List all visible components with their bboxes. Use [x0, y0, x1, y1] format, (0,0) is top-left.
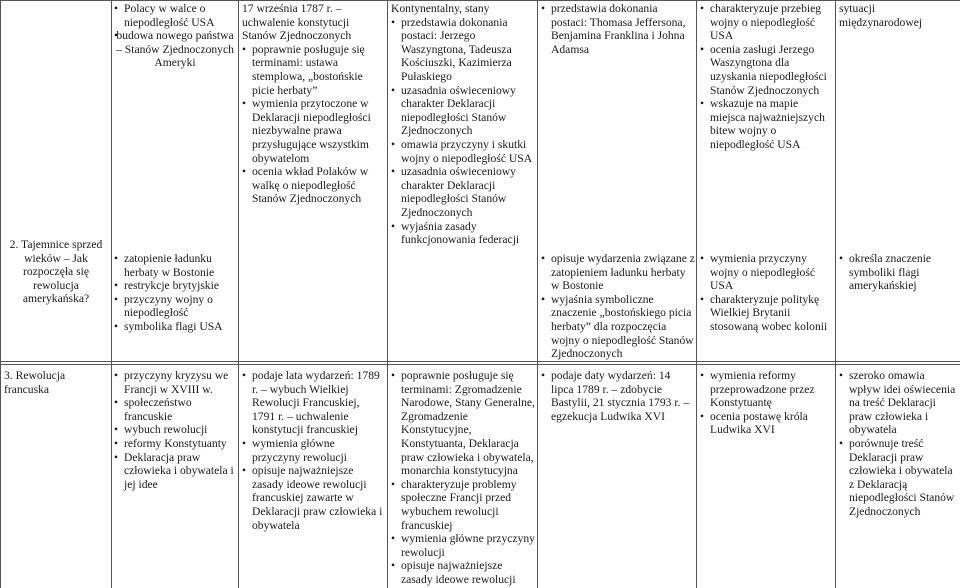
requirement-item: • wymienia główne przyczyny rewolucji — [391, 532, 535, 559]
requirement-item: • ocenia postawę króla Ludwika XVI — [700, 410, 834, 437]
requirement-item: • charakteryzuje politykę Wielkiej Brytanii stosowaną wobec kolonii — [700, 293, 834, 334]
lesson-title-3 — [4, 369, 109, 396]
requirement-item: • wymienia główne przyczyny rewolucji — [242, 437, 384, 464]
lesson-title-text: 2. Tajemnice sprzed wieków – Jak rozpoczęła się rewolucja amerykańska? — [9, 238, 103, 306]
requirement-intro: sytuacji międzynarodowej — [839, 2, 923, 29]
requirements-basic-3 — [242, 369, 384, 532]
table-rule-top — [0, 0, 960, 1]
topic-cell-3-content — [114, 369, 236, 491]
table-col-line-4 — [387, 0, 388, 588]
requirements-excellent-2-upper — [839, 2, 958, 29]
requirements-very-good-2-upper — [700, 2, 834, 152]
requirement-intro: 17 września 1787 r. – uchwalenie konstytucji Stanów Zjednoczonych — [242, 2, 352, 43]
requirement-item: • przedstawia dokonania postaci: Thomasa Jeffersona, Benjamina Franklina i Johna Adamsa — [541, 2, 695, 56]
requirements-very-good-3 — [700, 369, 834, 437]
content-item: • przyczyny wojny o niepodległość — [114, 293, 236, 320]
requirement-item: • opisuje najważniejsze zasady ideowe rewolucji — [391, 559, 535, 586]
requirements-very-good-2-lower — [700, 252, 834, 334]
requirement-item: • przedstawia dokonania postaci: Jerzego Waszyngtona, Tadeusza Kościuszki, Kazimierza Pułaskiego — [391, 16, 535, 84]
topic-cell-2-lower-content — [114, 252, 236, 334]
content-item: • Deklaracja praw człowieka i obywatela i jej idee — [114, 451, 236, 492]
content-item: • reformy Konstytuanty — [114, 437, 236, 451]
requirements-good-3 — [541, 369, 695, 423]
requirement-item: • charakteryzuje problemy społeczne Francji przed wybuchem rewolucji francuskiej — [391, 478, 535, 532]
requirements-adequate-2 — [391, 2, 535, 247]
requirement-item: • uzasadnia oświeceniowy charakter Deklaracji niepodległości Stanów Zjednoczonych — [391, 84, 535, 138]
requirement-item: • określa znaczenie symboliki flagi amerykańskiej — [839, 252, 958, 293]
table-col-line-5 — [537, 0, 538, 588]
requirements-good-2-lower — [541, 252, 695, 361]
requirement-item: • ocenia wkład Polaków w walkę o niepodległość Stanów Zjednoczonych — [242, 165, 384, 206]
table-col-line-7 — [835, 0, 836, 588]
requirement-item: • podaje daty wydarzeń: 14 lipca 1789 r. – zdobycie Bastylii, 21 stycznia 1793 r. – egzekucja Ludwika XVI — [541, 369, 695, 423]
content-item: • symbolika flagi USA — [114, 320, 236, 334]
content-item: • Polacy w walce o niepodległość USA — [114, 2, 236, 29]
table-row-divider — [0, 361, 960, 362]
requirement-item: • wymienia przytoczone w Deklaracji niepodległości niezbywalne prawa przysługujące wszystkim obywatelom — [242, 97, 384, 165]
lesson-title-2 — [3, 238, 109, 306]
requirements-adequate-3 — [391, 369, 535, 587]
content-item: • budowa nowego państwa – Stanów Zjednoczonych Ameryki — [114, 29, 236, 70]
requirement-item: • poprawnie posługuje się terminami: ustawa stemplowa, „bostońskie picie herbaty” — [242, 43, 384, 97]
requirement-item: • uzasadnia oświeceniowy charakter Deklaracji niepodległości Stanów Zjednoczonych — [391, 165, 535, 219]
table-col-line-1 — [0, 0, 1, 588]
content-item: • wybuch rewolucji — [114, 423, 236, 437]
requirements-basic-2 — [242, 2, 384, 206]
content-item: • społeczeństwo francuskie — [114, 396, 236, 423]
requirement-item: • wymienia przyczyny wojny o niepodległość USA — [700, 252, 834, 293]
lesson-title-text: 3. Rewolucja francuska — [4, 369, 66, 396]
requirements-excellent-3 — [839, 369, 958, 519]
requirement-item: • opisuje wydarzenia związane z zatopieniem ładunku herbaty w Bostonie — [541, 252, 695, 293]
requirement-item: • charakteryzuje przebieg wojny o niepodległość USA — [700, 2, 834, 43]
requirement-item: • wskazuje na mapie miejsca najważniejszych bitew wojny o niepodległość USA — [700, 97, 834, 151]
requirement-item: • opisuje najważniejsze zasady ideowe rewolucji francuskiej zawarte w Deklaracji praw człowieka i obywatela — [242, 464, 384, 532]
table-col-line-3 — [238, 0, 239, 588]
topic-cell-2-upper-content — [114, 2, 236, 70]
requirement-item: • wyjaśnia symboliczne znaczenie „bostońskiego picia herbaty” dla rozpoczęcia wojny o niepodległość Stanów Zjednoczonych — [541, 293, 695, 361]
content-item: • przyczyny kryzysu we Francji w XVIII w. — [114, 369, 236, 396]
requirement-item: • ocenia zasługi Jerzego Waszyngtona dla uzyskania niepodległości Stanów Zjednoczonych — [700, 43, 834, 97]
requirement-item: • szeroko omawia wpływ idei oświecenia na treść Deklaracji praw człowieka i obywatela — [839, 369, 958, 437]
requirements-excellent-2-lower — [839, 252, 958, 293]
requirement-item: • podaje lata wydarzeń: 1789 r. – wybuch Wielkiej Rewolucji Francuskiej, 1791 r. – uchwalenie konstytucji francuskiej — [242, 369, 384, 437]
table-row-divider-2 — [0, 364, 960, 365]
requirement-item: • poprawnie posługuje się terminami: Zgromadzenie Narodowe, Stany Generalne, Zgromadzenie Konstytucyjne, Konstytuanta, Deklaracja praw człowieka i obywatela, monarchia konstytucyjna — [391, 369, 535, 478]
requirement-intro: Kontynentalny, stany — [391, 2, 490, 15]
requirement-item: • porównuje treść Deklaracji praw człowieka i obywatela z Deklaracją niepodległości Stanów Zjednoczonych — [839, 437, 958, 519]
content-item: • restrykcje brytyjskie — [114, 279, 236, 293]
requirement-item: • wymienia reformy przeprowadzone przez Konstytuantę — [700, 369, 834, 410]
content-item: • zatopienie ładunku herbaty w Bostonie — [114, 252, 236, 279]
table-col-line-6 — [696, 0, 697, 588]
table-col-line-2 — [111, 0, 112, 588]
requirements-good-2-upper — [541, 2, 695, 56]
requirement-item: • wyjaśnia zasady funkcjonowania federacji — [391, 220, 535, 247]
requirement-item: • omawia przyczyny i skutki wojny o niepodległość USA — [391, 138, 535, 165]
